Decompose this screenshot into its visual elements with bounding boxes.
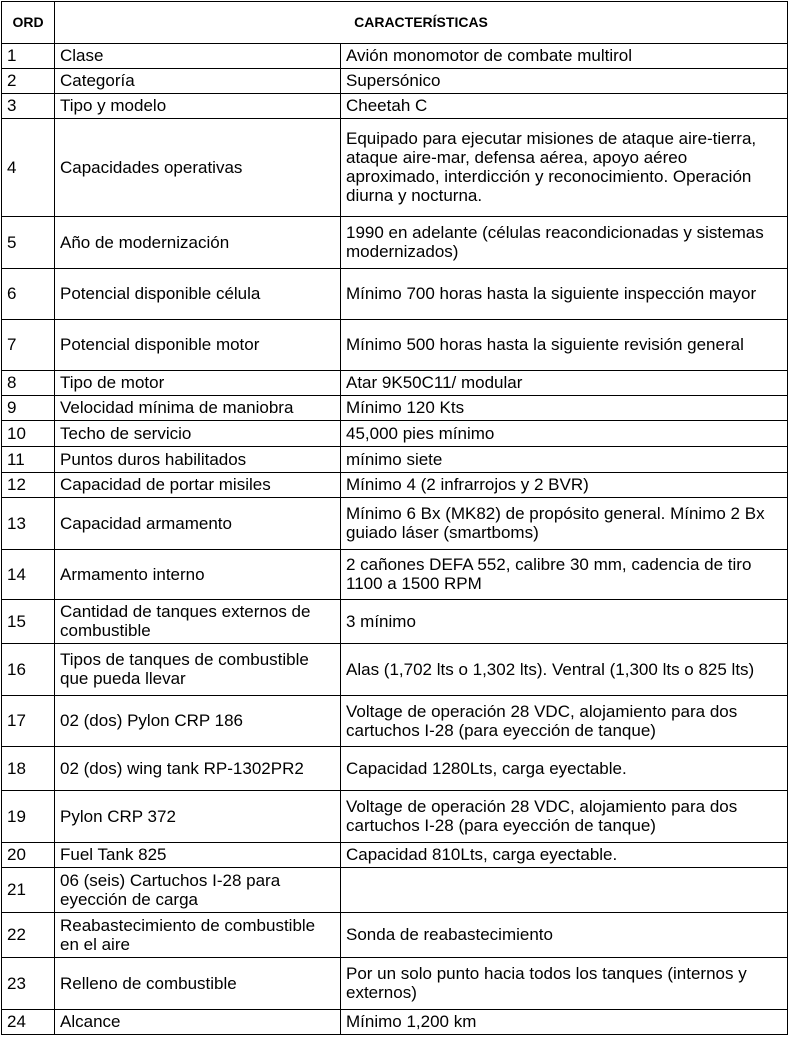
row-value: Por un solo punto hacia todos los tanques (internos y externos): [341, 958, 788, 1010]
row-ord: 9: [2, 396, 55, 421]
table-row: [2, 550, 788, 600]
row-value: Mínimo 120 Kts: [341, 396, 788, 421]
table-row: [2, 447, 788, 473]
table-row: [2, 644, 788, 696]
row-value: mínimo siete: [341, 447, 788, 473]
row-ord: 6: [2, 269, 55, 320]
table-row: [2, 320, 788, 371]
table-row: [2, 868, 788, 913]
row-value: 2 cañones DEFA 552, calibre 30 mm, cadencia de tiro 1100 a 1500 RPM: [341, 550, 788, 600]
row-name: Categoría: [55, 69, 341, 94]
row-ord: 1: [2, 44, 55, 69]
row-value: Sonda de reabastecimiento: [341, 913, 788, 958]
row-name: Clase: [55, 44, 341, 69]
row-value: Capacidad 810Lts, carga eyectable.: [341, 843, 788, 868]
table-row: [2, 600, 788, 644]
row-value: Mínimo 1,200 km: [341, 1010, 788, 1035]
row-name: Capacidad armamento: [55, 498, 341, 550]
row-value: Supersónico: [341, 69, 788, 94]
row-ord: 23: [2, 958, 55, 1010]
row-name: Alcance: [55, 1010, 341, 1035]
row-ord: 3: [2, 94, 55, 119]
row-ord: 20: [2, 843, 55, 868]
row-name: Fuel Tank 825: [55, 843, 341, 868]
row-ord: 18: [2, 747, 55, 791]
row-ord: 7: [2, 320, 55, 371]
row-name: Puntos duros habilitados: [55, 447, 341, 473]
row-value: 45,000 pies mínimo: [341, 421, 788, 447]
row-value: Voltage de operación 28 VDC, alojamiento para dos cartuchos I-28 (para eyección de tanque): [341, 791, 788, 843]
table-row: [2, 371, 788, 396]
table-row: [2, 498, 788, 550]
table-row: [2, 119, 788, 217]
row-name: Capacidad de portar misiles: [55, 473, 341, 498]
row-ord: 11: [2, 447, 55, 473]
row-name: Techo de servicio: [55, 421, 341, 447]
table-row: [2, 94, 788, 119]
row-value: Capacidad 1280Lts, carga eyectable.: [341, 747, 788, 791]
row-ord: 13: [2, 498, 55, 550]
row-ord: 4: [2, 119, 55, 217]
row-value: [341, 868, 788, 913]
table-row: [2, 473, 788, 498]
table-header-row: [2, 2, 788, 44]
row-value: Avión monomotor de combate multirol: [341, 44, 788, 69]
header-characteristics: CARACTERÍSTICAS: [55, 2, 788, 44]
row-value: Atar 9K50C11/ modular: [341, 371, 788, 396]
table-row: [2, 217, 788, 269]
table-row: [2, 791, 788, 843]
row-ord: 19: [2, 791, 55, 843]
row-name: Potencial disponible motor: [55, 320, 341, 371]
row-ord: 14: [2, 550, 55, 600]
row-name: Reabastecimiento de combustible en el aire: [55, 913, 341, 958]
row-name: Velocidad mínima de maniobra: [55, 396, 341, 421]
row-ord: 5: [2, 217, 55, 269]
row-name: 02 (dos) Pylon CRP 186: [55, 696, 341, 747]
row-ord: 17: [2, 696, 55, 747]
row-value: Equipado para ejecutar misiones de ataque aire-tierra, ataque aire-mar, defensa aérea, apoyo aéreo aproximado, interdicción y reconocimiento. Operación diurna y nocturna.: [341, 119, 788, 217]
row-ord: 21: [2, 868, 55, 913]
row-ord: 15: [2, 600, 55, 644]
table-row: [2, 843, 788, 868]
table-row: [2, 396, 788, 421]
row-value: Voltage de operación 28 VDC, alojamiento para dos cartuchos I-28 (para eyección de tanque): [341, 696, 788, 747]
row-ord: 12: [2, 473, 55, 498]
row-name: Armamento interno: [55, 550, 341, 600]
table-row: [2, 913, 788, 958]
row-value: Mínimo 4 (2 infrarrojos y 2 BVR): [341, 473, 788, 498]
row-value: Cheetah C: [341, 94, 788, 119]
row-name: 02 (dos) wing tank RP-1302PR2: [55, 747, 341, 791]
row-name: Tipos de tanques de combustible que pueda llevar: [55, 644, 341, 696]
table-row: [2, 269, 788, 320]
table-row: [2, 69, 788, 94]
table-row: [2, 958, 788, 1010]
row-name: Tipo y modelo: [55, 94, 341, 119]
table-row: [2, 44, 788, 69]
row-ord: 24: [2, 1010, 55, 1035]
characteristics-table: [1, 1, 788, 1035]
row-value: 3 mínimo: [341, 600, 788, 644]
row-value: Alas (1,702 lts o 1,302 lts). Ventral (1,300 lts o 825 lts): [341, 644, 788, 696]
table-body: [2, 44, 788, 1035]
row-name: Capacidades operativas: [55, 119, 341, 217]
row-name: Tipo de motor: [55, 371, 341, 396]
row-value: 1990 en adelante (células reacondicionadas y sistemas modernizados): [341, 217, 788, 269]
table-row: [2, 747, 788, 791]
row-ord: 16: [2, 644, 55, 696]
table-row: [2, 1010, 788, 1035]
row-value: Mínimo 700 horas hasta la siguiente inspección mayor: [341, 269, 788, 320]
row-value: Mínimo 6 Bx (MK82) de propósito general. Mínimo 2 Bx guiado láser (smartboms): [341, 498, 788, 550]
row-ord: 8: [2, 371, 55, 396]
row-value: Mínimo 500 horas hasta la siguiente revisión general: [341, 320, 788, 371]
table-row: [2, 421, 788, 447]
row-ord: 2: [2, 69, 55, 94]
row-ord: 10: [2, 421, 55, 447]
row-name: Pylon CRP 372: [55, 791, 341, 843]
table-row: [2, 696, 788, 747]
row-name: Cantidad de tanques externos de combustible: [55, 600, 341, 644]
row-name: 06 (seis) Cartuchos I-28 para eyección de carga: [55, 868, 341, 913]
row-name: Potencial disponible célula: [55, 269, 341, 320]
header-ord: ORD: [2, 2, 55, 44]
row-ord: 22: [2, 913, 55, 958]
row-name: Relleno de combustible: [55, 958, 341, 1010]
row-name: Año de modernización: [55, 217, 341, 269]
